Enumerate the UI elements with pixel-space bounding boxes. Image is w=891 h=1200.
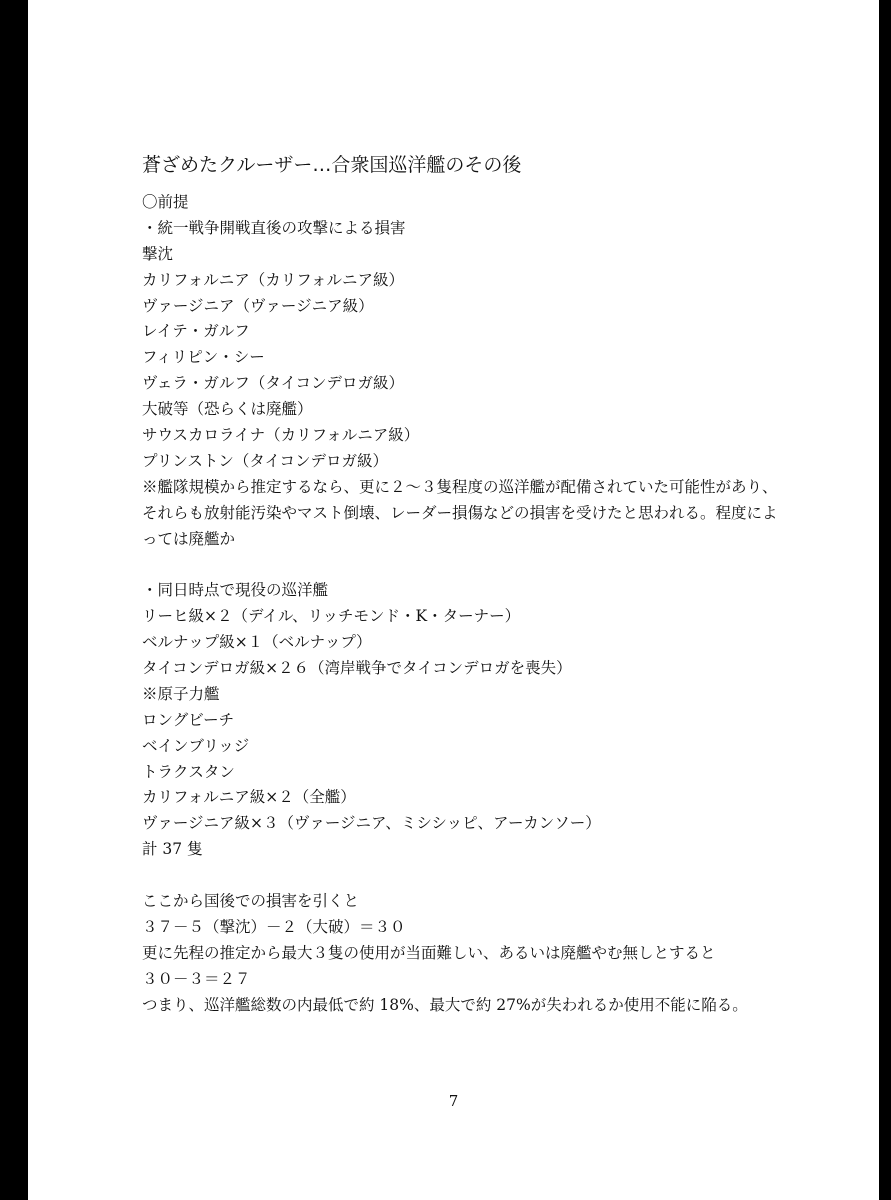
document-body <box>142 190 802 1019</box>
list-item: ヴァージニア（ヴァージニア級） <box>142 296 374 315</box>
list-item: カリフォルニア（カリフォルニア級） <box>142 270 404 289</box>
subheading: ・同日時点で現役の巡洋艦 <box>142 581 329 600</box>
list-item: ヴァージニア級×３（ヴァージニア、ミシシッピ、アーカンソー） <box>142 814 601 833</box>
paragraph-text: ここから国後での損害を引くと <box>142 892 360 911</box>
left-border <box>0 0 28 1200</box>
note-text: っては廃艦か <box>142 529 236 548</box>
right-border <box>879 0 891 1200</box>
list-item: フィリピン・シー <box>142 348 265 367</box>
list-item: ベインブリッジ <box>142 736 250 755</box>
list-item: リーヒ級×２（デイル、リッチモンド・K・ターナー） <box>142 607 521 626</box>
calculation-line: ３０－３＝２７ <box>142 969 251 988</box>
section-heading: 〇前提 <box>142 193 189 211</box>
note-text: それらも放射能汚染やマスト倒壊、レーダー損傷などの損害を受けたと思われる。程度によ <box>142 503 778 522</box>
category-label: ※原子力艦 <box>142 684 220 703</box>
subheading: ・統一戦争開戦直後の攻撃による損害 <box>142 218 406 237</box>
page-title: 蒼ざめたクルーザー…合衆国巡洋艦のその後 <box>142 154 522 176</box>
paragraph-text: 更に先程の推定から最大３隻の使用が当面難しい、あるいは廃艦やむ無しとすると <box>142 943 716 962</box>
page-number: 7 <box>448 1092 459 1110</box>
category-label: 撃沈 <box>142 244 174 263</box>
list-item: ベルナップ級×１（ベルナップ） <box>142 633 372 652</box>
list-item: レイテ・ガルフ <box>142 322 250 341</box>
blank-line <box>142 552 802 578</box>
category-label: 大破等（恐らくは廃艦） <box>142 400 313 419</box>
blank-line <box>142 863 802 889</box>
list-item: トラクスタン <box>142 762 235 781</box>
document-page <box>28 0 879 1200</box>
note-text: ※艦隊規模から推定するなら、更に２～３隻程度の巡洋艦が配備されていた可能性があり、 <box>142 477 778 496</box>
conclusion-text: つまり、巡洋艦総数の内最低で約 18%、最大で約 27%が失われるか使用不能に陥る。 <box>142 995 748 1014</box>
list-item: ヴェラ・ガルフ（タイコンデロガ級） <box>142 374 404 393</box>
list-item: ロングビーチ <box>142 710 235 729</box>
list-item: タイコンデロガ級×２６（湾岸戦争でタイコンデロガを喪失） <box>142 659 572 678</box>
list-item: サウスカロライナ（カリフォルニア級） <box>142 426 420 445</box>
calculation-line: ３７－５（撃沈）－２（大破）＝３０ <box>142 917 406 936</box>
list-item: カリフォルニア級×２（全艦） <box>142 788 356 807</box>
total-line: 計 37 隻 <box>142 840 203 859</box>
list-item: プリンストン（タイコンデロガ級） <box>142 451 388 470</box>
